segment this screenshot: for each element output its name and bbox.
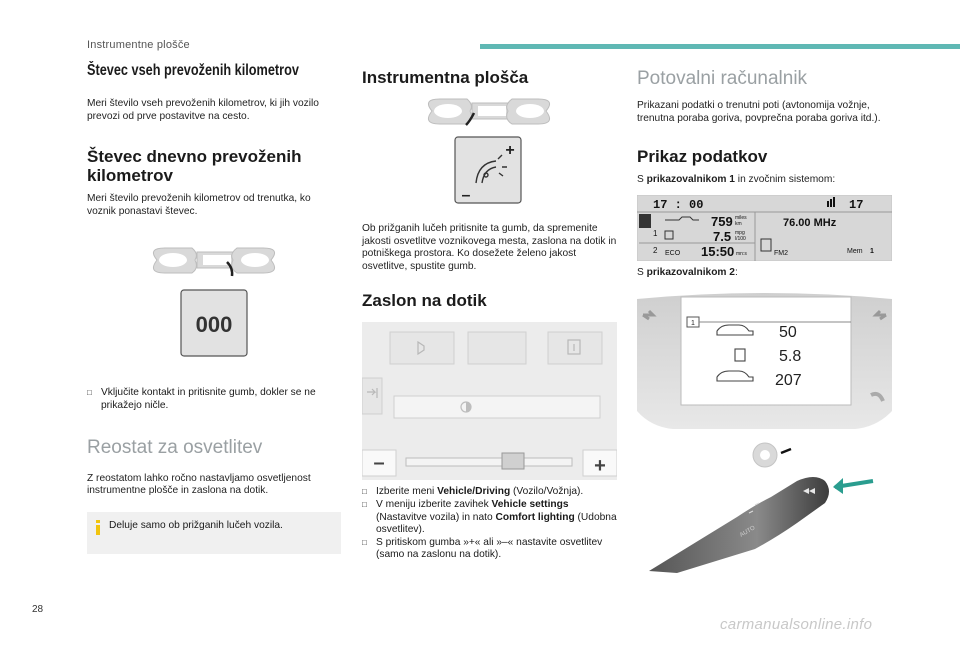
display1-pre: S <box>637 174 647 186</box>
s1-row2: 2 <box>653 245 658 255</box>
column-middle <box>362 62 617 562</box>
odometer-text: Meri število vseh prevoženih kilometrov, ki jih vozilo prevozi od prve postavitve na cesto. <box>87 98 319 122</box>
rheostat-text: Z reostatom lahko ročno nastavljamo osvetljenost instrumentne plošče in zaslona na dotik. <box>87 472 311 497</box>
s1-mem-num: 1 <box>870 247 874 255</box>
trip-reset-illustration <box>87 246 341 381</box>
touch-b3: S pritiskom gumba »+« ali »–« nastavite osvetlitev (samo na zaslonu na dotik). <box>376 536 603 561</box>
computer-title: Potovalni računalnik <box>637 68 808 89</box>
panel-text: Ob prižganih lučeh pritisnite ta gumb, da spremenite jakosti osvetlitve voznikovega mesta, zaslona na dotik in potniškega prostora. Ko dosežete želeno jakost osvetlitve, spustite gumb. <box>362 223 617 272</box>
display2-pre: S <box>637 266 647 278</box>
trip-title: Števec dnevno prevoženih kilometrov <box>87 147 302 186</box>
trip-bullet-text: Vključite kontakt in pritisnite gumb, dokler se ne prikažejo ničle. <box>101 387 316 411</box>
rheostat-note <box>87 512 341 554</box>
s1-band: FM2 <box>774 249 788 257</box>
s1-range-unit-top: miles <box>735 214 747 221</box>
panel-title: Instrumentna plošča <box>362 68 529 87</box>
column-left <box>87 62 341 554</box>
page-number: 28 <box>32 604 44 615</box>
s1-eco: ECO <box>665 249 681 257</box>
display1-screen <box>637 195 892 261</box>
touch-title: Zaslon na dotik <box>362 291 487 311</box>
watermark: carmanualsonline.info <box>720 616 873 633</box>
touch-b2-bold1: Vehicle settings <box>491 498 569 510</box>
s1-time-top: 17 : 00 <box>653 197 704 212</box>
panel-dimmer-illustration <box>362 97 617 219</box>
touch-bullet-2 <box>362 499 617 537</box>
display1-caption <box>637 174 892 187</box>
s1-mem: Mem <box>847 247 863 255</box>
lighting-stalk-illustration <box>637 441 892 573</box>
bullet-marker: □ <box>87 388 92 398</box>
s1-row1: 1 <box>653 228 658 238</box>
touchscreen-illustration <box>362 322 617 480</box>
display2-post: : <box>734 266 738 278</box>
section-accent-bar <box>480 44 960 49</box>
panel-plus: + <box>505 142 515 159</box>
display1-bold: prikazovalnikom 1 <box>646 174 735 186</box>
bullet-marker: □ <box>362 537 367 547</box>
rheostat-title: Reostat za osvetlitev <box>87 436 263 458</box>
section-label: Instrumentne plošče <box>87 39 190 51</box>
s2-value-1: 50 <box>779 324 797 342</box>
touch-b2-post: (Udobna osvetlitev). <box>376 511 617 536</box>
touch-b1-post: (Vozilo/Vožnja). <box>510 486 584 498</box>
bullet-marker: □ <box>362 487 367 497</box>
display1-post: in zvočnim sistemom: <box>734 174 836 186</box>
press-arrow-icon <box>833 478 843 494</box>
touch-plus-button: + <box>594 455 606 478</box>
s2-value-2: 5.8 <box>779 348 802 366</box>
bullet-marker: □ <box>362 499 367 509</box>
display2-bold: prikazovalnikom 2 <box>646 266 735 278</box>
touch-b1-bold: Vehicle/Driving <box>437 486 511 498</box>
info-icon <box>95 520 102 535</box>
stalk-auto-label: AUTO <box>739 525 757 540</box>
trip-bullet <box>87 387 341 412</box>
rheostat-note-text: Deluje samo ob prižganih lučeh vozila. <box>109 519 283 531</box>
touch-bullet-1 <box>362 486 617 499</box>
s1-temp: 17 <box>849 197 864 212</box>
s1-cons-unit-bot: l/100 <box>735 235 746 242</box>
s1-consumption: 7.5 <box>713 228 732 244</box>
computer-text: Prikazani podatki o trenutni poti (avtonomija vožnje, trenutna poraba goriva, povprečna poraba goriva itd.). <box>637 100 881 124</box>
s1-range: 759 <box>711 213 733 229</box>
s2-tab: 1 <box>691 320 695 328</box>
s1-trip-time: 15:50 <box>701 243 735 259</box>
trip-display-value: 000 <box>195 312 233 338</box>
touch-b2-pre: V meniju izberite zavihek <box>376 498 492 510</box>
touch-bullet-3 <box>362 537 617 562</box>
display2-caption <box>637 267 892 280</box>
touch-minus-button: – <box>373 452 385 475</box>
touch-b2-mid: (Nastavitve vozila) in nato <box>376 511 496 523</box>
column-right <box>637 62 892 573</box>
trip-text: Meri število prevoženih kilometrov od trenutka, ko voznik ponastavi števec. <box>87 193 311 217</box>
car-tab-icon <box>639 214 651 228</box>
s1-trip-time-unit: mn:s <box>736 250 747 257</box>
panel-minus: – <box>461 187 471 204</box>
s1-range-unit-bot: km <box>735 220 742 227</box>
touch-b1-pre: Izberite meni <box>376 486 438 498</box>
s2-value-3: 207 <box>775 372 802 390</box>
display-title: Prikaz podatkov <box>637 147 768 167</box>
s1-cons-unit-top: mpg <box>735 229 745 236</box>
s1-frequency: 76.00 MHz <box>783 216 837 229</box>
odometer-title: Števec vseh prevoženih kilometrov <box>87 62 299 79</box>
touch-b2-bold2: Comfort lighting <box>495 511 575 523</box>
display2-cluster <box>637 291 892 431</box>
